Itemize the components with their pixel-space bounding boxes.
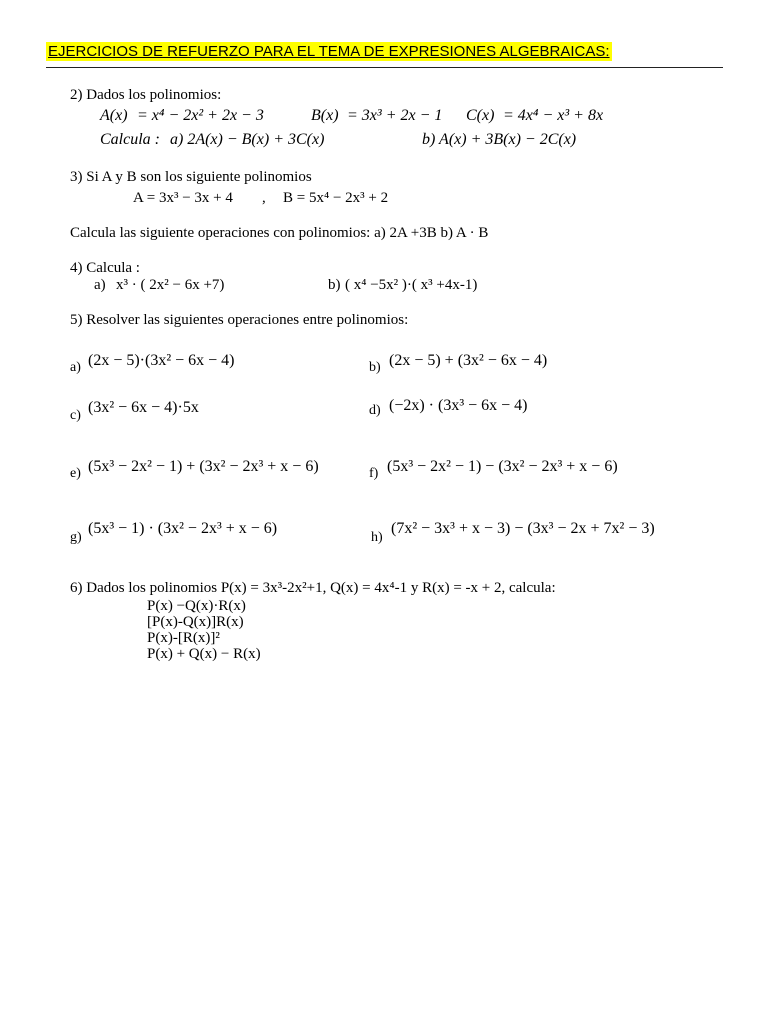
exercise-5-item-c-expression: (3x² − 6x − 4)·5x [88,399,199,416]
polynomial-a-lhs: A(x) [100,107,128,124]
page-title: EJERCICIOS DE REFUERZO PARA EL TEMA DE EXPRESIONES ALGEBRAICAS: [48,43,610,60]
exercise-6-item-2: [P(x)-Q(x)]R(x) [147,614,244,630]
exercise-3-separator: , [262,190,266,206]
exercise-2-calcula: Calcula : [100,131,160,148]
exercise-5-item-a-label: a) [70,360,81,375]
exercise-5-item-g-label: g) [70,530,82,545]
exercise-5-item-c-label: c) [70,408,81,423]
exercise-5-item-e-label: e) [70,466,81,481]
exercise-5-item-g-expression: (5x³ − 1) · (3x² − 2x³ + x − 6) [88,520,278,537]
title-underline-rule [46,67,723,68]
exercise-2-part-a: a) 2A(x) − B(x) + 3C(x) [170,131,325,148]
exercise-5-item-b-label: b) [369,360,381,375]
exercise-2-part-b: b) A(x) + 3B(x) − 2C(x) [422,131,577,148]
exercise-6-item-3: P(x)-[R(x)]² [147,630,220,646]
polynomial-c-lhs: C(x) [466,107,495,124]
exercise-5-item-a-expression: (2x − 5)·(3x² − 6x − 4) [88,352,235,369]
exercise-3-polynomial-a: A = 3x³ − 3x + 4 [133,190,233,206]
exercise-6-heading: 6) Dados los polinomios P(x) = 3x³-2x²+1, Q(x) = 4x⁴-1 y R(x) = -x + 2, calcula: [70,580,556,596]
exercise-5-item-f-expression: (5x³ − 2x² − 1) − (3x² − 2x³ + x − 6) [387,458,618,475]
exercise-6-item-4: P(x) + Q(x) − R(x) [147,646,261,662]
exercise-5-item-d-label: d) [369,403,381,418]
exercise-4-a-label: a) [94,277,106,293]
exercise-4-heading: 4) Calcula : [70,260,140,276]
polynomial-b-lhs: B(x) [311,107,339,124]
exercise-4-a-expression: x³ · ( 2x² − 6x +7) [116,277,225,293]
exercise-4-b-label: b) [328,277,341,293]
polynomial-b-rhs: = 3x³ + 2x − 1 [347,107,443,124]
exercise-5-item-b-expression: (2x − 5) + (3x² − 6x − 4) [389,352,548,369]
exercise-3-heading: 3) Si A y B son los siguiente polinomios [70,169,312,185]
exercise-5-item-e-expression: (5x³ − 2x² − 1) + (3x² − 2x³ + x − 6) [88,458,319,475]
exercise-4-b-expression: ( x⁴ −5x² )·( x³ +4x-1) [345,277,478,293]
exercise-2-heading: 2) Dados los polinomios: [70,87,222,103]
title-wrapper [46,42,612,61]
exercise-5-item-h-label: h) [371,530,383,545]
exercise-3-polynomial-b: B = 5x⁴ − 2x³ + 2 [283,190,389,206]
exercise-3-operations: Calcula las siguiente operaciones con polinomios: a) 2A +3B b) A · B [70,225,489,241]
exercise-6-item-1: P(x) −Q(x)·R(x) [147,598,246,614]
polynomial-c-rhs: = 4x⁴ − x³ + 8x [503,107,604,124]
exercise-5-heading: 5) Resolver las siguientes operaciones entre polinomios: [70,312,409,328]
exercise-5-item-d-expression: (−2x) · (3x³ − 6x − 4) [389,397,528,414]
polynomial-a-rhs: = x⁴ − 2x² + 2x − 3 [137,107,264,124]
exercise-5-item-f-label: f) [369,466,379,481]
exercise-5-item-h-expression: (7x² − 3x³ + x − 3) − (3x³ − 2x + 7x² − 3) [391,520,655,537]
